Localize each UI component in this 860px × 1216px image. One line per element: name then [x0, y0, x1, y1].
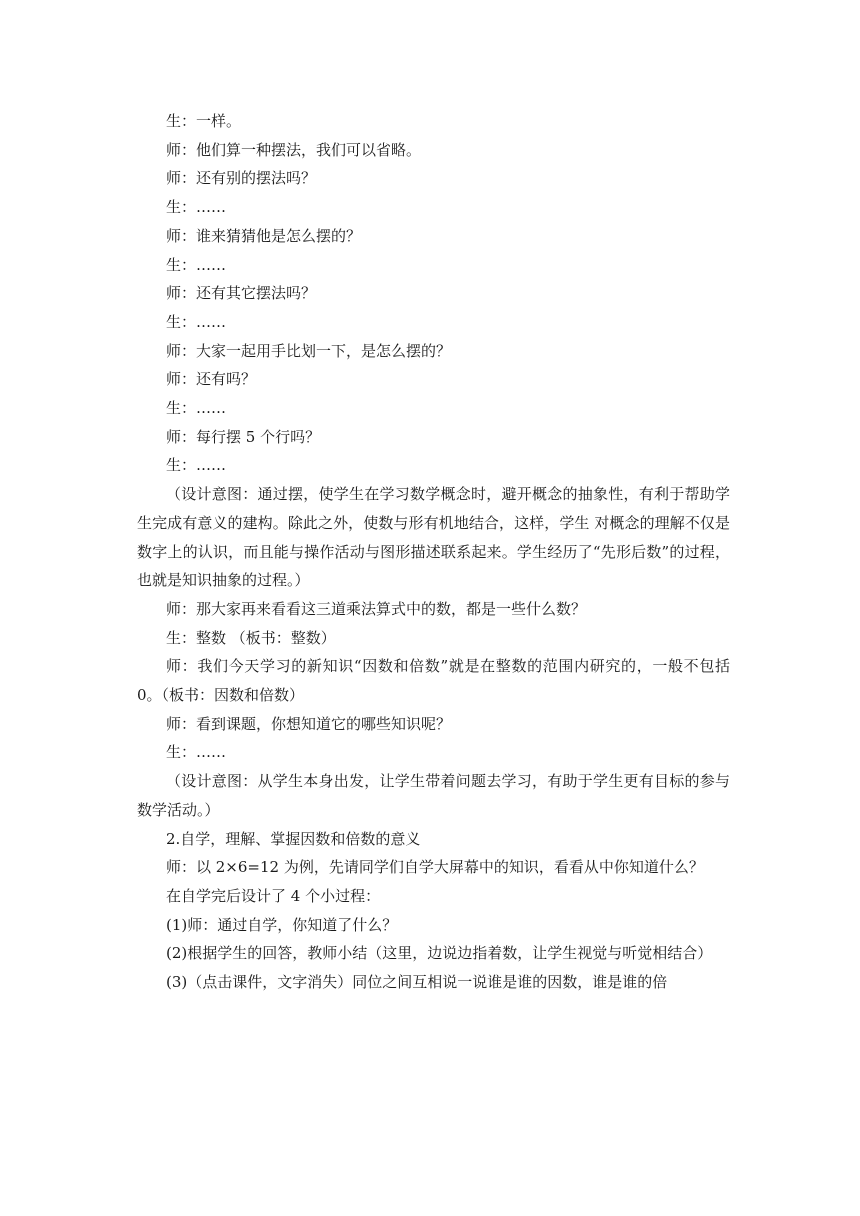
paragraph: 生：…… [166, 399, 227, 418]
paragraph: 师：看到课题，你想知道它的哪些知识呢？ [166, 714, 452, 733]
paragraph: 生：…… [166, 312, 227, 331]
paragraph: 生：…… [166, 456, 227, 475]
design-intent-note: （设计意图：通过摆，使学生在学习数学概念时，避开概念的抽象性，有利于帮助学生完成有意义的建构。除此之外，使数与形有机地结合，这样，学生 对概念的理解不仅是数字上的认识，而且能与操作活动与图形描述联系起来。学生经历了“先形后数”的过程，也就是知识抽象的过程。） [137, 485, 730, 590]
paragraph: 师：大家一起用手比划一下，是怎么摆的？ [166, 341, 452, 360]
paragraph: 生：…… [166, 255, 227, 274]
paragraph: 生：一样。 [166, 112, 242, 130]
paragraph: 师：还有其它摆法吗？ [166, 284, 317, 303]
design-intent-note: （设计意图：从学生本身出发，让学生带着问题去学习，有助于学生更有目标的参与数学活动。） [137, 772, 730, 819]
paragraph: 师：以 2×6=12 为例，先请同学们自学大屏幕中的知识，看看从中你知道什么？ [166, 858, 704, 877]
paragraph: 师：还有别的摆法吗？ [166, 169, 317, 188]
paragraph: 生：整数 （板书：整数） [166, 628, 336, 647]
section-heading: 2.自学，理解、掌握因数和倍数的意义 [166, 829, 421, 848]
list-item: (1)师：通过自学，你知道了什么？ [166, 915, 398, 934]
paragraph: 师：谁来猜猜他是怎么摆的？ [166, 226, 362, 245]
list-item: (2)根据学生的回答，教师小结（这里，边说边指着数，让学生视觉与听觉相结合） [166, 944, 713, 963]
paragraph: 师：还有吗？ [166, 370, 257, 389]
document-body [137, 107, 730, 997]
list-item: (3)（点击课件，文字消失）同位之间互相说一说谁是谁的因数，谁是谁的倍 [166, 973, 668, 992]
paragraph: 师：那大家再来看看这三道乘法算式中的数，都是一些什么数？ [166, 599, 587, 618]
paragraph: 师：他们算一种摆法，我们可以省略。 [166, 140, 422, 159]
paragraph: 在自学完后设计了 4 个小过程： [166, 886, 381, 905]
paragraph: 师：每行摆 5 个行吗？ [166, 427, 321, 446]
paragraph: 师：我们今天学习的新知识“因数和倍数”就是在整数的范围内研究的，一般不包括 0。（板书：因数和倍数） [137, 657, 730, 705]
paragraph: 生：…… [166, 743, 227, 762]
paragraph: 生：…… [166, 198, 227, 217]
